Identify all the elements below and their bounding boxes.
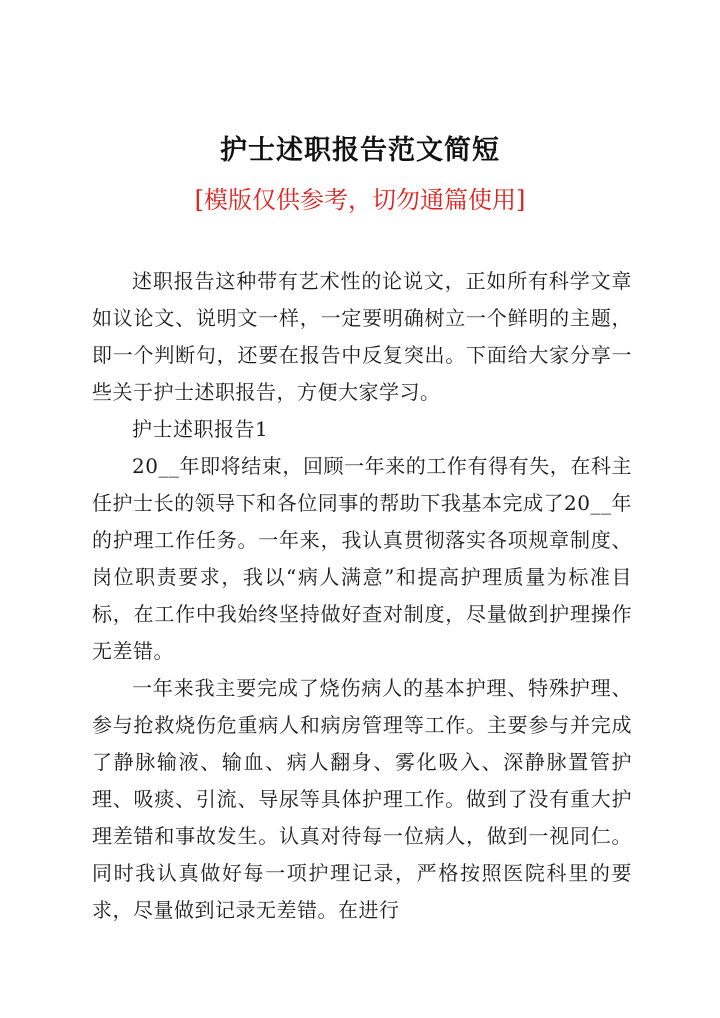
body-paragraph: 一年来我主要完成了烧伤病人的基本护理、特殊护理、参与抢救烧伤危重病人和病房管理等工作。主要参与并完成了静脉输液、输血、病人翻身、雾化吸入、深静脉置管护理、吸痰、引流、导尿等具体护理工作。做到了没有重大护理差错和事故发生。认真对待每一位病人，做到一视同仁。同时我认真做好每一项护理记录，严格按照医院科里的要求，尽量做到记录无差错。在进行: [92, 676, 632, 922]
document-body: [92, 263, 632, 929]
section-heading: 护士述职报告1: [132, 417, 269, 441]
intro-paragraph: 述职报告这种带有艺术性的论说文，正如所有科学文章如议论文、说明文一样，一定要明确树立一个鲜明的主题，即一个判断句，还要在报告中反复突出。下面给大家分享一些关于护士述职报告，方便大家学习。: [92, 269, 632, 404]
document-title: 护士述职报告范文简短: [220, 135, 500, 166]
body-paragraph: 20__年即将结束，回顾一年来的工作有得有失，在科主任护士长的领导下和各位同事的帮助下我基本完成了20__年的护理工作任务。一年来，我认真贯彻落实各项规章制度、岗位职责要求，我以“病人满意”和提高护理质量为标准目标，在工作中我始终坚持做好查对制度，尽量做到护理操作无差错。: [92, 454, 632, 663]
template-disclaimer: [模版仅供参考，切勿通篇使用]: [194, 186, 526, 214]
